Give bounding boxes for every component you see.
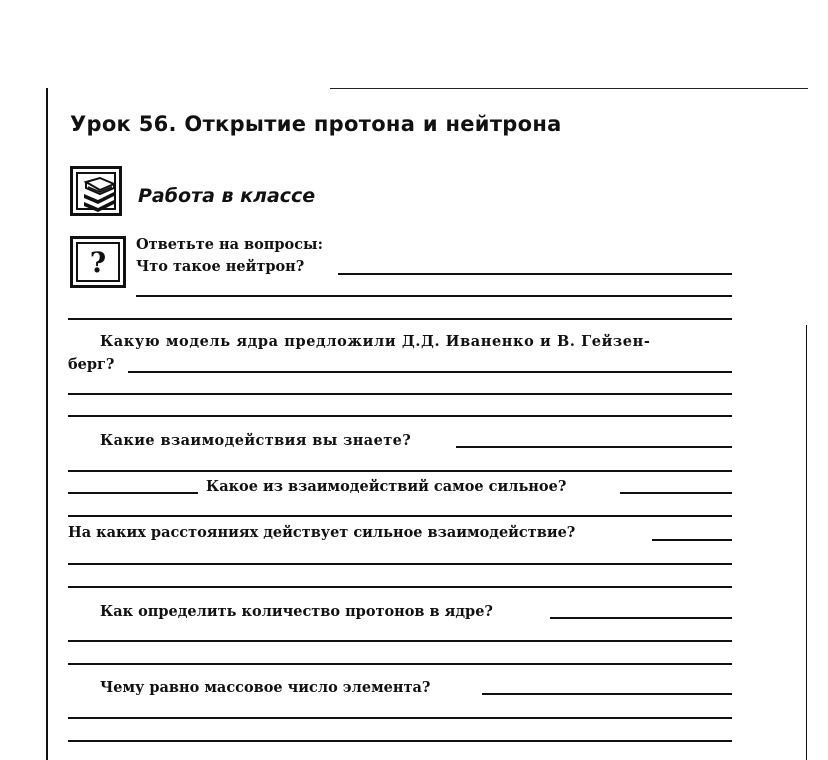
question-icon	[70, 236, 126, 288]
answer-line[interactable]	[68, 717, 732, 719]
question-2-line-1: Какую модель ядра предложили Д.Д. Иваненко и В. Гейзен-	[100, 333, 651, 350]
answer-line[interactable]	[68, 492, 198, 494]
answer-line[interactable]	[338, 273, 732, 275]
question-5: На каких расстояниях действует сильное взаимодействие?	[68, 524, 576, 541]
answer-line[interactable]	[68, 393, 732, 395]
answer-line[interactable]	[68, 318, 732, 320]
questions-intro: Ответьте на вопросы:	[136, 236, 323, 253]
answer-line[interactable]	[550, 617, 732, 619]
answer-line[interactable]	[482, 693, 732, 695]
question-4: Какое из взаимодействий самое сильное?	[206, 478, 567, 495]
answer-line[interactable]	[68, 415, 732, 417]
answer-line[interactable]	[68, 563, 732, 565]
answer-line[interactable]	[620, 492, 732, 494]
right-margin-rule	[806, 325, 807, 760]
question-1: Что такое нейтрон?	[136, 258, 305, 275]
question-glyph: ?	[76, 242, 120, 282]
answer-line[interactable]	[68, 740, 732, 742]
answer-line[interactable]	[68, 663, 732, 665]
answer-line[interactable]	[128, 371, 732, 373]
section-title: Работа в классе	[138, 185, 316, 207]
answer-line[interactable]	[456, 446, 732, 448]
books-icon	[70, 166, 122, 216]
answer-line[interactable]	[136, 295, 732, 297]
question-6: Как определить количество протонов в ядре?	[100, 603, 493, 620]
left-margin-rule	[46, 88, 48, 760]
answer-line[interactable]	[68, 640, 732, 642]
lesson-title: Урок 56. Открытие протона и нейтрона	[70, 112, 562, 136]
answer-line[interactable]	[68, 515, 732, 517]
answer-line[interactable]	[68, 586, 732, 588]
answer-line[interactable]	[652, 539, 732, 541]
top-header-rule	[330, 88, 808, 89]
question-7: Чему равно массовое число элемента?	[100, 679, 431, 696]
question-3: Какие взаимодействия вы знаете?	[100, 432, 412, 449]
question-2-line-2: берг?	[68, 356, 115, 373]
answer-line[interactable]	[68, 470, 732, 472]
